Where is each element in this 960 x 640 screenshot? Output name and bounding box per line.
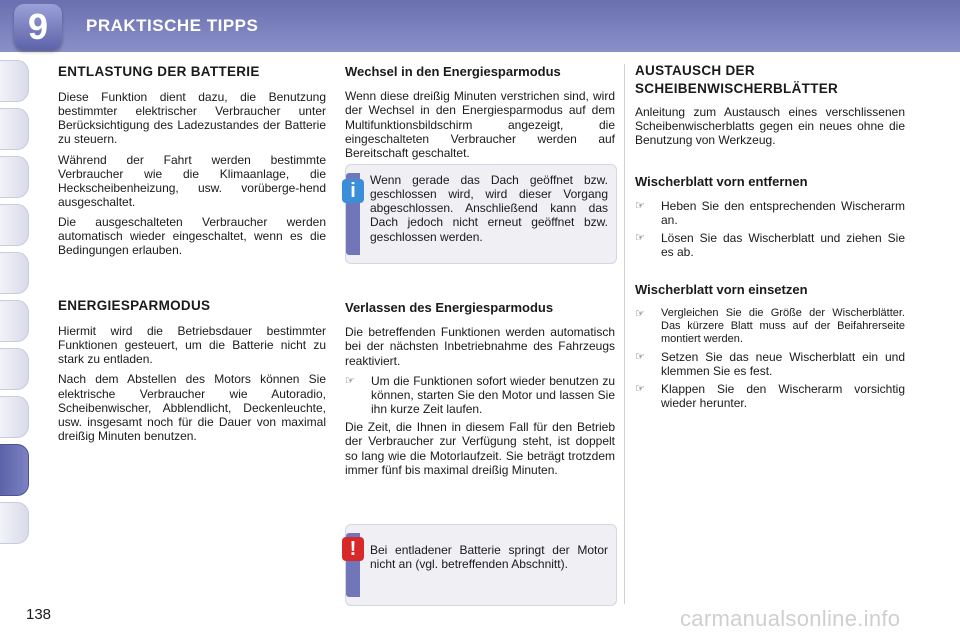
info-text: Wenn gerade das Dach geöffnet bzw. geschlossen wird, wird dieser Vorgang abgeschlossen. Anschließend kann das Dach jedoch nicht erneut geöffnet bzw. geschlossen werden. — [370, 173, 608, 244]
bullet-item — [345, 374, 615, 416]
bullet-item — [635, 307, 905, 346]
bullet-item — [635, 350, 905, 378]
warning-icon: ! — [342, 537, 364, 561]
chapter-tab[interactable] — [0, 300, 29, 342]
chapter-tab[interactable] — [0, 348, 29, 390]
bullet-text: Setzen Sie das neue Wischerblatt ein und klemmen Sie es fest. — [661, 349, 905, 378]
column-energy-saving — [58, 298, 326, 449]
chapter-title: PRAKTISCHE TIPPS — [86, 16, 259, 35]
chapter-tab-active[interactable] — [0, 444, 29, 496]
chapter-number-badge: 9 — [14, 4, 62, 50]
column-leave-mode — [345, 300, 615, 483]
bullet-text: Heben Sie den entsprechenden Wischerarm an. — [661, 198, 905, 228]
paragraph: Diese Funktion dient dazu, die Benutzung bestimmter elektrischer Verbraucher unter Berücksichtigung des Ladezustandes der Batterie zu steuern. — [58, 89, 326, 147]
paragraph: Hiermit wird die Betriebsdauer bestimmter Funktionen gesteuert, um die Batterie nicht zu stark zu entladen. — [58, 323, 326, 367]
bullet-text: Klappen Sie den Wischerarm vorsichtig wieder herunter. — [661, 382, 905, 411]
paragraph: Die ausgeschalteten Verbraucher werden automatisch wieder eingeschaltet, wenn es die Bedingungen erlauben. — [58, 215, 326, 258]
paragraph: Wenn diese dreißig Minuten verstrichen sind, wird der Wechsel in den Energiesparmodus auf dem Multifunktionsbildschirm angezeigt, die eingeschalteten Verbraucher werden auf Bereitschaft geschaltet. — [345, 89, 615, 160]
page-header — [0, 0, 960, 52]
section-heading: ENTLASTUNG DER BATTERIE — [58, 64, 260, 79]
section-heading: Verlassen des Energiesparmodus — [345, 300, 554, 315]
pointing-hand-icon: ☞ — [635, 307, 645, 320]
chapter-tab[interactable] — [0, 108, 29, 150]
bullet-text: Lösen Sie das Wischerblatt und ziehen Sie es ab. — [661, 231, 905, 260]
column-mode-switch — [345, 64, 615, 166]
column-divider — [624, 64, 625, 604]
paragraph: Die betreffenden Funktionen werden automatisch bei der nächsten Inbetriebnahme des Fahrzeugs reaktiviert. — [345, 325, 615, 368]
chapter-tab[interactable] — [0, 252, 29, 294]
bullet-item — [635, 199, 905, 227]
watermark: carmanualsonline.info — [680, 606, 901, 631]
section-heading: AUSTAUSCH DER SCHEIBENWISCHERBLÄTTER — [635, 63, 839, 96]
section-heading: ENERGIESPARMODUS — [58, 298, 211, 313]
subsection-heading: Wischerblatt vorn entfernen — [635, 173, 808, 189]
pointing-hand-icon: ☞ — [635, 232, 645, 245]
column-battery — [58, 64, 326, 264]
info-box — [345, 164, 617, 264]
section-heading: Wechsel in den Energiesparmodus — [345, 64, 561, 79]
paragraph: Nach dem Abstellen des Motors können Sie elektrische Verbraucher wie Autoradio, Scheibenwischer, Abblendlicht, Deckenleuchte, usw. insgesamt noch für die Dauer von maximal dreißig Minuten benutzen. — [58, 372, 326, 444]
page-number: 138 — [26, 606, 52, 623]
paragraph: Anleitung zum Austausch eines verschlissenen Scheibenwischerblatts gegen ein neues ohne die Benutzung von Werkzeug. — [635, 105, 905, 148]
warning-box — [345, 524, 617, 606]
pointing-hand-icon: ☞ — [635, 383, 645, 396]
bullet-item — [635, 382, 905, 410]
pointing-hand-icon: ☞ — [635, 199, 645, 212]
bullet-text: Vergleichen Sie die Größe der Wischerblätter. Das kürzere Blatt muss auf der Beifahrerseite montiert werden. — [661, 306, 905, 345]
subsection-heading: Wischerblatt vorn einsetzen — [635, 281, 808, 297]
info-icon: i — [342, 179, 364, 203]
chapter-tabs — [0, 60, 34, 570]
warning-text: Bei entladener Batterie springt der Motor nicht an (vgl. betreffenden Abschnitt). — [370, 543, 608, 572]
chapter-tab[interactable] — [0, 396, 29, 438]
paragraph: Während der Fahrt werden bestimmte Verbraucher wie die Klimaanlage, die Heckscheibenheizung, usw. vorüberge-hend ausgeschaltet. — [58, 152, 326, 210]
bullet-item — [635, 231, 905, 259]
chapter-tab[interactable] — [0, 204, 29, 246]
chapter-tab[interactable] — [0, 156, 29, 198]
bullet-text: Um die Funktionen sofort wieder benutzen zu können, starten Sie den Motor und lassen Sie ihn kurze Zeit laufen. — [371, 373, 615, 417]
chapter-tab[interactable] — [0, 502, 29, 544]
pointing-hand-icon: ☞ — [635, 350, 645, 363]
pointing-hand-icon: ☞ — [345, 374, 355, 387]
chapter-tab[interactable] — [0, 60, 29, 102]
paragraph: Die Zeit, die Ihnen in diesem Fall für den Betrieb der Verbraucher zur Verfügung steht, ist doppelt so lang wie die Motorlaufzeit. Sie beträgt trotzdem immer fünf bis maximal dreißig Minuten. — [345, 420, 615, 477]
column-wiper-blades — [635, 62, 905, 414]
